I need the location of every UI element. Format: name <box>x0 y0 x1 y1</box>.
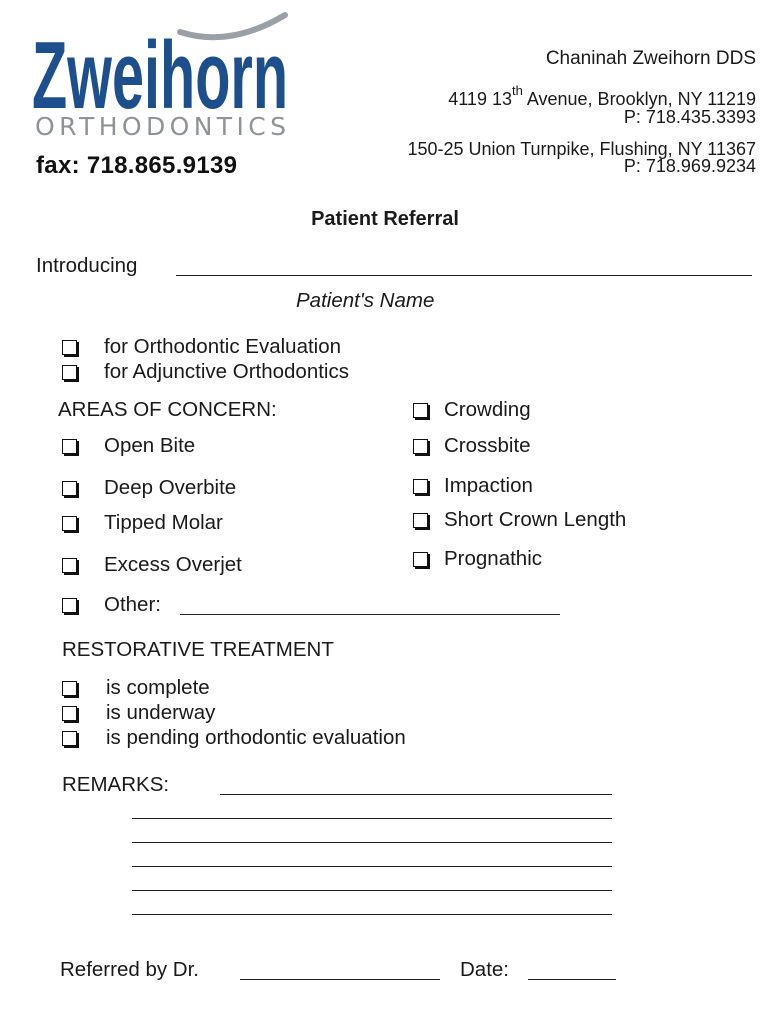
patient-name-field[interactable] <box>176 258 752 276</box>
referred-by-field[interactable] <box>240 962 440 980</box>
restorative-complete-label: is complete <box>106 676 210 699</box>
adjunctive-orthodontics-checkbox[interactable] <box>62 365 77 380</box>
introducing-label: Introducing <box>36 254 138 277</box>
logo-wordmark: Zweihorn <box>32 22 288 120</box>
other-checkbox[interactable] <box>62 598 77 613</box>
crowding-label: Crowding <box>444 398 531 421</box>
restorative-underway-checkbox[interactable] <box>62 706 77 721</box>
logo-subtitle: ORTHODONTICS <box>35 112 291 141</box>
office2-address: 150-25 Union Turnpike, Flushing, NY 11367 <box>407 139 756 159</box>
remarks-line-2[interactable] <box>132 801 612 819</box>
remarks-label: REMARKS: <box>62 773 170 796</box>
fax-number: fax: 718.865.9139 <box>36 152 238 179</box>
patient-name-caption: Patient's Name <box>296 289 435 312</box>
restorative-underway-label: is underway <box>106 701 216 724</box>
open-bite-label: Open Bite <box>104 434 196 457</box>
doctor-name: Chaninah Zweihorn DDS <box>545 48 756 69</box>
short-crown-length-label: Short Crown Length <box>444 508 627 531</box>
office1-phone: P: 718.435.3393 <box>623 107 756 127</box>
zweihorn-logo <box>30 10 292 120</box>
excess-overjet-checkbox[interactable] <box>62 558 77 573</box>
deep-overbite-label: Deep Overbite <box>104 476 237 499</box>
areas-of-concern-heading: AREAS OF CONCERN: <box>58 398 277 421</box>
impaction-checkbox[interactable] <box>413 479 428 494</box>
excess-overjet-label: Excess Overjet <box>104 553 242 576</box>
tipped-molar-label: Tipped Molar <box>104 511 223 534</box>
orthodontic-evaluation-checkbox[interactable] <box>62 340 77 355</box>
office1-address: 4119 13th Avenue, Brooklyn, NY 11219 <box>448 83 756 109</box>
crossbite-checkbox[interactable] <box>413 439 428 454</box>
form-title: Patient Referral <box>311 208 459 230</box>
referred-by-label: Referred by Dr. <box>60 958 199 981</box>
remarks-line-3[interactable] <box>132 825 612 843</box>
restorative-treatment-heading: RESTORATIVE TREATMENT <box>62 638 334 661</box>
prognathic-checkbox[interactable] <box>413 552 428 567</box>
adjunctive-orthodontics-label: for Adjunctive Orthodontics <box>104 360 349 383</box>
remarks-line-1[interactable] <box>220 777 612 795</box>
restorative-complete-checkbox[interactable] <box>62 681 77 696</box>
tipped-molar-checkbox[interactable] <box>62 516 77 531</box>
date-field[interactable] <box>528 962 616 980</box>
date-label: Date: <box>460 958 509 981</box>
restorative-pending-label: is pending orthodontic evaluation <box>106 726 406 749</box>
office2-phone: P: 718.969.9234 <box>623 156 756 176</box>
remarks-line-4[interactable] <box>132 849 612 867</box>
short-crown-length-checkbox[interactable] <box>413 513 428 528</box>
restorative-pending-checkbox[interactable] <box>62 731 77 746</box>
orthodontic-evaluation-label: for Orthodontic Evaluation <box>104 335 342 358</box>
crowding-checkbox[interactable] <box>413 403 428 418</box>
remarks-line-6[interactable] <box>132 897 612 915</box>
other-label: Other: <box>104 593 161 616</box>
deep-overbite-checkbox[interactable] <box>62 481 77 496</box>
crossbite-label: Crossbite <box>444 434 531 457</box>
impaction-label: Impaction <box>444 474 533 497</box>
other-field[interactable] <box>180 597 560 615</box>
open-bite-checkbox[interactable] <box>62 439 77 454</box>
prognathic-label: Prognathic <box>444 547 543 570</box>
remarks-line-5[interactable] <box>132 873 612 891</box>
